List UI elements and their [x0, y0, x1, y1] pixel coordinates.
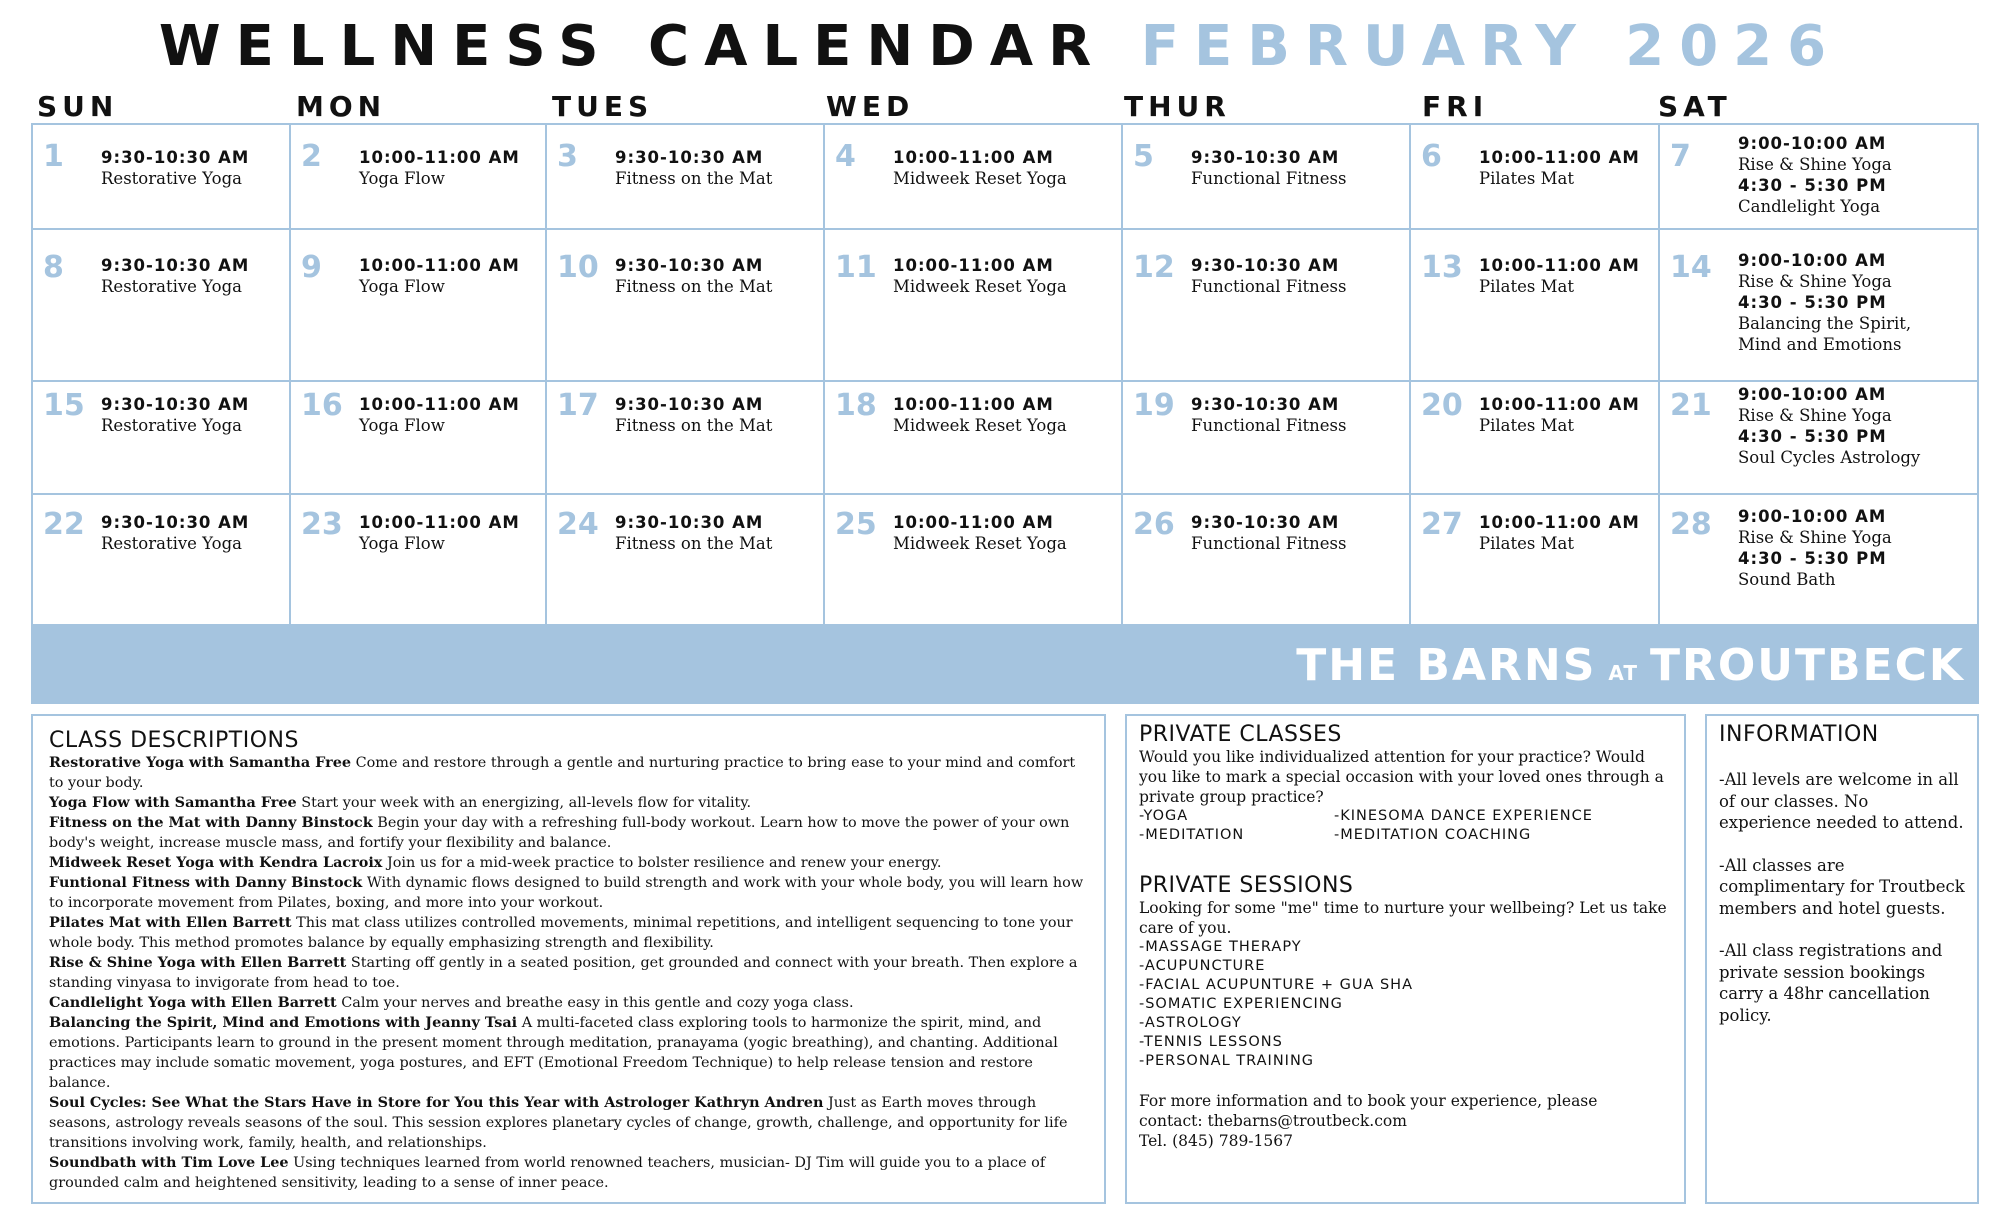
calendar-day-cell — [33, 382, 289, 493]
event-class: Yoga Flow — [359, 416, 445, 435]
event-class: Pilates Mat — [1479, 277, 1574, 296]
event-class: Rise & Shine Yoga — [1738, 528, 1892, 547]
day-number: 24 — [557, 507, 599, 542]
class-description — [49, 993, 1088, 1013]
class-description-text: Using techniques learned from world renowned teachers, musician- DJ Tim will guide you to a place of grounded calm and heightened sensitivity, leading to a sense of inner peace. — [49, 1155, 1046, 1191]
calendar-day-cell — [547, 125, 823, 228]
event-time: 4:30 - 5:30 PM — [1738, 176, 1887, 195]
event-time: 9:00-10:00 AM — [1738, 507, 1887, 526]
event-time: 4:30 - 5:30 PM — [1738, 427, 1887, 446]
dow-sun: SUN — [37, 90, 119, 123]
day-events — [1738, 384, 1920, 468]
day-events — [893, 512, 1067, 554]
event-time: 9:30-10:30 AM — [1191, 395, 1340, 414]
information-paragraph: -All classes are complimentary for Troutbeck members and hotel guests. — [1719, 855, 1965, 918]
calendar-day-cell — [291, 230, 545, 380]
event-class: Candlelight Yoga — [1738, 197, 1881, 216]
venue-name-at: AT — [1608, 661, 1638, 685]
class-description-text: Starting off gently in a seated position, get grounded and connect with your breath. Then explore a standing vinyasa to invigorate from head to toe. — [49, 955, 1078, 991]
calendar-day-cell — [1411, 495, 1658, 626]
calendar-day-cell — [825, 125, 1121, 228]
event-time: 10:00-11:00 AM — [359, 395, 520, 414]
event-time: 9:30-10:30 AM — [1191, 148, 1340, 167]
day-events — [101, 394, 249, 436]
calendar-day-cell — [1411, 382, 1658, 493]
venue-banner — [31, 626, 1979, 704]
dow-tues: TUES — [552, 90, 654, 123]
day-events — [893, 255, 1067, 297]
event-time: 9:30-10:30 AM — [1191, 256, 1340, 275]
event-class: Fitness on the Mat — [615, 169, 773, 188]
class-description — [49, 793, 1088, 813]
event-class: Fitness on the Mat — [615, 534, 773, 553]
title-main: WELLNESS CALENDAR — [158, 14, 1107, 79]
event-time: 10:00-11:00 AM — [1479, 256, 1640, 275]
calendar-day-cell — [825, 382, 1121, 493]
title-month: FEBRUARY 2026 — [1140, 14, 1842, 79]
class-description — [49, 1013, 1088, 1093]
day-events — [359, 255, 520, 297]
calendar-day-cell — [33, 125, 289, 228]
class-description-name: Midweek Reset Yoga with Kendra Lacroix — [49, 854, 383, 871]
event-class: Rise & Shine Yoga — [1738, 406, 1892, 425]
day-events — [1191, 147, 1346, 189]
calendar-day-cell — [547, 230, 823, 380]
class-descriptions-panel — [31, 714, 1106, 1204]
calendar-day-cell — [1123, 125, 1409, 228]
class-description-name: Funtional Fitness with Danny Binstock — [49, 874, 363, 891]
day-events — [101, 147, 249, 189]
class-description-text: Start your week with an energizing, all-levels flow for vitality. — [296, 795, 752, 811]
calendar-day-cell — [1123, 495, 1409, 626]
day-number: 26 — [1133, 507, 1175, 542]
event-class: Yoga Flow — [359, 277, 445, 296]
day-events — [359, 394, 520, 436]
day-number: 3 — [557, 139, 578, 174]
private-classes-options-row — [1139, 826, 1672, 845]
event-class: Yoga Flow — [359, 534, 445, 553]
dow-sat: SAT — [1658, 90, 1732, 123]
venue-name-part2: TROUTBECK — [1649, 640, 1965, 691]
contact-email: contact: thebarns@troutbeck.com — [1139, 1112, 1407, 1130]
contact-info-line: For more information and to book your experience, please — [1139, 1092, 1598, 1110]
calendar-day-cell — [825, 495, 1121, 626]
private-class-option: -MEDITATION COACHING — [1334, 827, 1532, 843]
event-time: 10:00-11:00 AM — [893, 395, 1054, 414]
venue-name-part1: THE BARNS — [1296, 640, 1597, 691]
day-number: 13 — [1421, 250, 1463, 285]
class-description-name: Candlelight Yoga with Ellen Barrett — [49, 994, 337, 1011]
day-events — [1738, 506, 1892, 590]
day-number: 18 — [835, 388, 877, 423]
calendar-day-cell — [825, 230, 1121, 380]
private-classes-intro: Would you like individualized attention for your practice? Would you like to mark a special occasion with your loved ones through a private group practice? — [1139, 748, 1664, 806]
event-class: Restorative Yoga — [101, 169, 242, 188]
day-number: 23 — [301, 507, 343, 542]
calendar-day-cell — [1660, 125, 1977, 228]
class-description-name: Restorative Yoga with Samantha Free — [49, 754, 352, 771]
event-class: Fitness on the Mat — [615, 416, 773, 435]
event-class: Midweek Reset Yoga — [893, 534, 1067, 553]
day-events — [1479, 512, 1640, 554]
calendar-day-cell — [1411, 230, 1658, 380]
day-events — [1738, 133, 1892, 217]
event-class: Functional Fitness — [1191, 416, 1347, 435]
private-session-option: -ASTROLOGY — [1139, 1015, 1242, 1031]
event-class: Restorative Yoga — [101, 534, 242, 553]
event-class: Yoga Flow — [359, 169, 445, 188]
day-number: 20 — [1421, 388, 1463, 423]
day-events — [1738, 250, 1911, 355]
class-description — [49, 813, 1088, 853]
event-time: 9:30-10:30 AM — [615, 395, 764, 414]
event-time: 4:30 - 5:30 PM — [1738, 549, 1887, 568]
calendar-day-cell — [1123, 230, 1409, 380]
class-description-text: Calm your nerves and breathe easy in this gentle and cozy yoga class. — [336, 995, 854, 1011]
class-description-name: Rise & Shine Yoga with Ellen Barrett — [49, 954, 347, 971]
class-description-text: With dynamic flows designed to build strength and work with your whole body, you will learn how to incorporate movement from Pilates, boxing, and more into your workout. — [49, 875, 1084, 911]
day-events — [1191, 394, 1346, 436]
event-class: Functional Fitness — [1191, 534, 1347, 553]
private-session-option: -MASSAGE THERAPY — [1139, 939, 1302, 955]
day-number: 28 — [1670, 507, 1712, 542]
calendar-day-cell — [1660, 495, 1977, 626]
private-class-option: -YOGA — [1139, 808, 1189, 824]
class-description-text: This mat class utilizes controlled movements, minimal repetitions, and intelligent sequencing to tone your whole body. This method promotes balance by equally emphasizing strength and flexibility. — [49, 915, 1073, 951]
event-time: 10:00-11:00 AM — [359, 513, 520, 532]
private-session-option: -FACIAL ACUPUNTURE + GUA SHA — [1139, 977, 1413, 993]
dow-wed: WED — [826, 90, 915, 123]
event-class: Fitness on the Mat — [615, 277, 773, 296]
day-number: 17 — [557, 388, 599, 423]
event-time: 9:00-10:00 AM — [1738, 385, 1887, 404]
class-description-name: Balancing the Spirit, Mind and Emotions with Jeanny Tsai — [49, 1014, 518, 1031]
event-class: Functional Fitness — [1191, 169, 1347, 188]
event-class: Pilates Mat — [1479, 534, 1574, 553]
day-events — [1479, 255, 1640, 297]
day-number: 9 — [301, 250, 322, 285]
event-time: 10:00-11:00 AM — [1479, 148, 1640, 167]
event-time: 9:00-10:00 AM — [1738, 251, 1887, 270]
day-number: 1 — [43, 139, 64, 174]
day-number: 4 — [835, 139, 856, 174]
day-events — [1479, 394, 1640, 436]
calendar-day-cell — [1411, 125, 1658, 228]
event-class: Midweek Reset Yoga — [893, 169, 1067, 188]
class-description-name: Pilates Mat with Ellen Barrett — [49, 914, 292, 931]
day-events — [1191, 512, 1346, 554]
class-description-text: Begin your day with a refreshing full-body workout. Learn how to move the power of your own body's weight, increase muscle mass, and fortify your flexibility and balance. — [49, 815, 1070, 851]
event-time: 10:00-11:00 AM — [1479, 395, 1640, 414]
class-description — [49, 873, 1088, 913]
class-description-name: Soundbath with Tim Love Lee — [49, 1154, 289, 1171]
dow-thur: THUR — [1124, 90, 1231, 123]
dow-mon: MON — [296, 90, 387, 123]
day-events — [615, 512, 772, 554]
private-offerings-panel — [1125, 714, 1686, 1204]
event-class: Mind and Emotions — [1738, 335, 1902, 354]
calendar-day-cell — [291, 125, 545, 228]
event-time: 10:00-11:00 AM — [359, 148, 520, 167]
day-events — [101, 255, 249, 297]
day-number: 11 — [835, 250, 877, 285]
day-number: 27 — [1421, 507, 1463, 542]
page-title — [0, 14, 2000, 79]
class-description — [49, 953, 1088, 993]
event-class: Balancing the Spirit, — [1738, 314, 1912, 333]
day-number: 7 — [1670, 139, 1691, 174]
information-paragraph: -All levels are welcome in all of our classes. No experience needed to attend. — [1719, 770, 1964, 832]
day-events — [893, 147, 1067, 189]
class-description-text: Come and restore through a gentle and nurturing practice to bring ease to your mind and comfort to your body. — [49, 755, 1076, 791]
class-description-name: Soul Cycles: See What the Stars Have in Store for You this Year with Astrologer Kathryn Andren — [49, 1094, 824, 1111]
private-session-option: -SOMATIC EXPERIENCING — [1139, 996, 1343, 1012]
event-time: 9:00-10:00 AM — [1738, 134, 1887, 153]
event-time: 10:00-11:00 AM — [893, 256, 1054, 275]
class-description — [49, 913, 1088, 953]
day-events — [1479, 147, 1640, 189]
event-class: Midweek Reset Yoga — [893, 277, 1067, 296]
event-time: 9:30-10:30 AM — [615, 148, 764, 167]
venue-name — [1296, 640, 1965, 691]
class-description-text: Join us for a mid-week practice to bolster resilience and renew your energy. — [382, 855, 942, 871]
event-class: Functional Fitness — [1191, 277, 1347, 296]
calendar-day-cell — [33, 495, 289, 626]
class-description-name: Yoga Flow with Samantha Free — [49, 794, 297, 811]
day-number: 8 — [43, 250, 64, 285]
event-time: 9:30-10:30 AM — [101, 256, 250, 275]
calendar-day-cell — [291, 495, 545, 626]
day-number: 6 — [1421, 139, 1442, 174]
day-events — [615, 147, 772, 189]
calendar-day-cell — [1660, 382, 1977, 493]
event-class: Pilates Mat — [1479, 169, 1574, 188]
day-events — [615, 255, 772, 297]
event-class: Soul Cycles Astrology — [1738, 448, 1921, 467]
event-class: Midweek Reset Yoga — [893, 416, 1067, 435]
event-class: Restorative Yoga — [101, 277, 242, 296]
calendar-day-cell — [291, 382, 545, 493]
private-class-option: -MEDITATION — [1139, 827, 1245, 843]
day-events — [359, 147, 520, 189]
private-session-option: -PERSONAL TRAINING — [1139, 1053, 1315, 1069]
day-events — [1191, 255, 1346, 297]
day-number: 16 — [301, 388, 343, 423]
event-time: 10:00-11:00 AM — [893, 513, 1054, 532]
event-time: 9:30-10:30 AM — [101, 148, 250, 167]
calendar-day-cell — [547, 382, 823, 493]
contact-phone: Tel. (845) 789-1567 — [1139, 1132, 1293, 1150]
private-classes-heading: PRIVATE CLASSES — [1139, 722, 1342, 747]
day-events — [615, 394, 772, 436]
private-class-option: -KINESOMA DANCE EXPERIENCE — [1334, 808, 1593, 824]
day-events — [893, 394, 1067, 436]
event-time: 10:00-11:00 AM — [359, 256, 520, 275]
event-time: 9:30-10:30 AM — [101, 513, 250, 532]
day-number: 14 — [1670, 250, 1712, 285]
calendar-day-cell — [1660, 230, 1977, 380]
day-number: 2 — [301, 139, 322, 174]
calendar-day-cell — [1123, 382, 1409, 493]
day-number: 15 — [43, 388, 85, 423]
class-description — [49, 1093, 1088, 1153]
event-time: 9:30-10:30 AM — [615, 513, 764, 532]
calendar-day-cell — [33, 230, 289, 380]
class-description-text: Just as Earth moves through seasons, astrology reveals seasons of the soul. This session explores planetary cycles of change, growth, challenge, and opportunity for life transitions involving work, family, health, and relationships. — [49, 1095, 1068, 1151]
event-time: 10:00-11:00 AM — [893, 148, 1054, 167]
class-description — [49, 1153, 1088, 1193]
calendar-grid — [31, 123, 1979, 626]
class-descriptions-list — [49, 753, 1088, 1193]
day-number: 12 — [1133, 250, 1175, 285]
private-sessions-heading: PRIVATE SESSIONS — [1139, 873, 1354, 898]
dow-fri: FRI — [1422, 90, 1489, 123]
day-events — [101, 512, 249, 554]
private-session-option: -ACUPUNCTURE — [1139, 958, 1266, 974]
event-class: Rise & Shine Yoga — [1738, 155, 1892, 174]
day-number: 22 — [43, 507, 85, 542]
day-number: 5 — [1133, 139, 1154, 174]
day-events — [359, 512, 520, 554]
day-number: 19 — [1133, 388, 1175, 423]
information-paragraph: -All class registrations and private session bookings carry a 48hr cancellation policy. — [1719, 941, 1943, 1025]
event-class: Restorative Yoga — [101, 416, 242, 435]
event-time: 9:30-10:30 AM — [615, 256, 764, 275]
information-heading: INFORMATION — [1719, 722, 1879, 747]
event-class: Rise & Shine Yoga — [1738, 272, 1892, 291]
day-number: 10 — [557, 250, 599, 285]
event-time: 9:30-10:30 AM — [101, 395, 250, 414]
event-time: 10:00-11:00 AM — [1479, 513, 1640, 532]
event-class: Pilates Mat — [1479, 416, 1574, 435]
day-number: 21 — [1670, 388, 1712, 423]
class-descriptions-heading: CLASS DESCRIPTIONS — [49, 728, 299, 753]
event-time: 9:30-10:30 AM — [1191, 513, 1340, 532]
private-session-option: -TENNIS LESSONS — [1139, 1034, 1283, 1050]
private-sessions-intro: Looking for some "me" time to nurture your wellbeing? Let us take care of you. — [1139, 899, 1667, 937]
class-description-text: A multi-faceted class exploring tools to harmonize the spirit, mind, and emotions. Participants learn to ground in the present moment through meditation, pranayama (yogic breathing), and chanting. Additional practices may include somatic movement, yoga postures, and EFT (Emotional Freedom Technique) to help release tension and restore balance. — [49, 1015, 1058, 1091]
event-time: 4:30 - 5:30 PM — [1738, 293, 1887, 312]
class-description — [49, 853, 1088, 873]
day-number: 25 — [835, 507, 877, 542]
event-class: Sound Bath — [1738, 570, 1836, 589]
private-classes-options-row — [1139, 807, 1672, 826]
class-description — [49, 753, 1088, 793]
information-panel — [1705, 714, 1979, 1204]
class-description-name: Fitness on the Mat with Danny Binstock — [49, 814, 373, 831]
calendar-day-cell — [547, 495, 823, 626]
